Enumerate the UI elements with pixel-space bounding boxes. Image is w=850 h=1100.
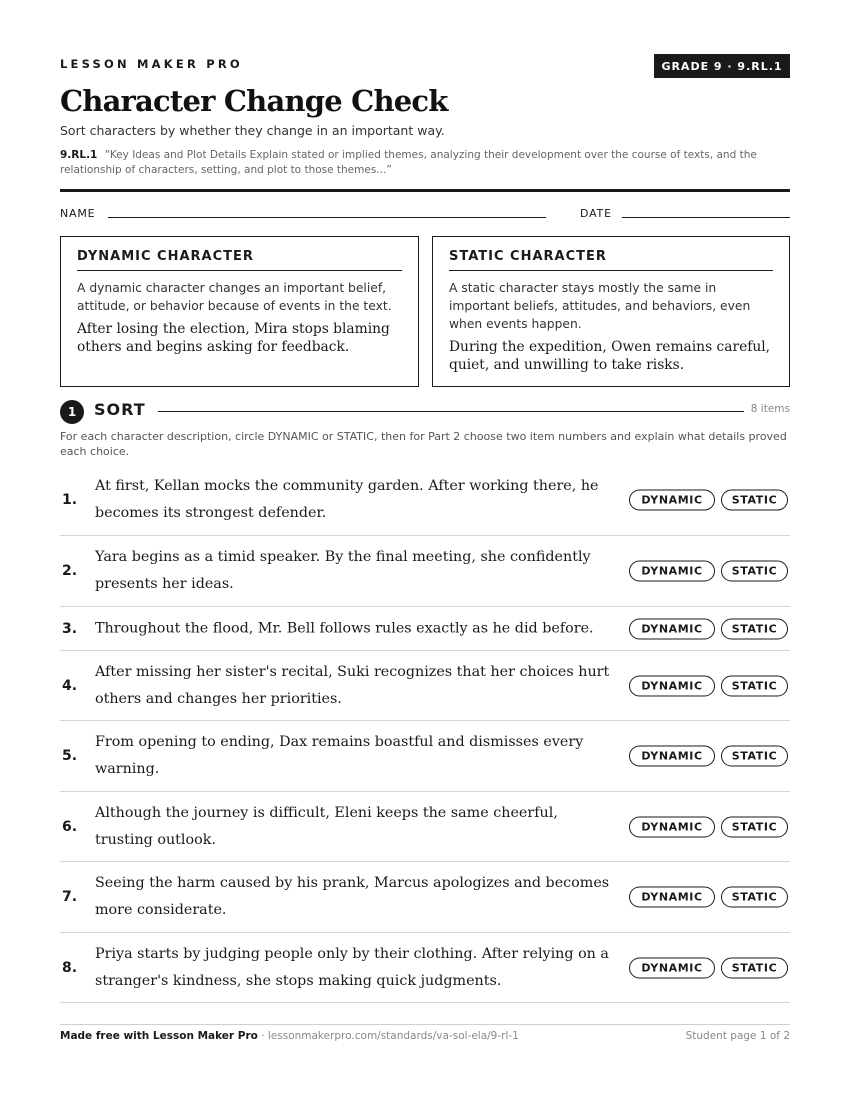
footer-page-number: Student page 1 of 2 <box>685 1030 790 1042</box>
list-item <box>60 862 790 933</box>
item-text: Priya starts by judging people only by their clothing. After relying on a stranger's kindness, she stops making quick judgments. <box>95 945 609 989</box>
items-list <box>60 465 790 1003</box>
page-subtitle: Sort characters by whether they change in an important way. <box>60 123 445 138</box>
standard-note <box>60 148 790 178</box>
date-label: DATE <box>580 207 612 220</box>
list-item <box>60 607 790 651</box>
footer-divider <box>60 1024 790 1025</box>
choice-group <box>629 675 788 696</box>
dynamic-choice-button[interactable]: DYNAMIC <box>629 561 715 582</box>
name-date-row <box>60 205 790 221</box>
standard-text: “Key Ideas and Plot Details Explain stated or implied themes, analyzing their development over the course of texts, and the relationship of characters, setting, and plot to those themes...” <box>60 149 757 176</box>
item-number: 8. <box>62 959 78 976</box>
name-field[interactable] <box>108 217 546 218</box>
static-heading: STATIC CHARACTER <box>449 249 773 271</box>
static-choice-button[interactable]: STATIC <box>721 957 788 978</box>
choice-group <box>629 746 788 767</box>
section-item-count: 8 items <box>750 403 790 415</box>
static-choice-button[interactable]: STATIC <box>721 887 788 908</box>
dynamic-description: A dynamic character changes an important belief, attitude, or behavior because of events in the text. <box>77 281 392 313</box>
choice-group <box>629 618 788 639</box>
section-divider <box>158 411 744 412</box>
list-item <box>60 792 790 862</box>
choice-group <box>629 561 788 582</box>
brand-name: LESSON MAKER PRO <box>60 57 243 71</box>
list-item <box>60 651 790 721</box>
static-choice-button[interactable]: STATIC <box>721 618 788 639</box>
item-text: Throughout the flood, Mr. Bell follows rules exactly as he did before. <box>95 620 594 636</box>
header-divider <box>60 189 790 192</box>
item-text: From opening to ending, Dax remains boastful and dismisses every warning. <box>95 734 584 777</box>
grade-badge: GRADE 9 · 9.RL.1 <box>654 54 790 78</box>
footer-credit <box>60 1030 519 1042</box>
item-number: 2. <box>62 563 78 579</box>
static-choice-button[interactable]: STATIC <box>721 561 788 582</box>
dynamic-example: After losing the election, Mira stops blaming others and begins asking for feedback. <box>77 321 390 355</box>
item-text: Although the journey is difficult, Eleni keeps the same cheerful, trusting outlook. <box>95 804 558 848</box>
item-text: After missing her sister's recital, Suki recognizes that her choices hurt others and changes her priorities. <box>95 663 610 707</box>
dynamic-choice-button[interactable]: DYNAMIC <box>629 618 715 639</box>
dynamic-choice-button[interactable]: DYNAMIC <box>629 490 715 511</box>
choice-group <box>629 490 788 511</box>
item-number: 6. <box>62 818 78 835</box>
static-example: During the expedition, Owen remains careful, quiet, and unwilling to take risks. <box>449 339 771 373</box>
choice-group <box>629 816 788 837</box>
list-item <box>60 933 790 1003</box>
static-definition-box <box>432 236 790 387</box>
static-description: A static character stays mostly the same in important beliefs, attitudes, and behaviors, even when events happen. <box>449 281 751 331</box>
item-number: 1. <box>62 492 78 508</box>
static-choice-button[interactable]: STATIC <box>721 675 788 696</box>
static-choice-button[interactable]: STATIC <box>721 816 788 837</box>
item-number: 3. <box>62 620 78 637</box>
item-text: Yara begins as a timid speaker. By the final meeting, she confidently presents her ideas. <box>95 549 591 592</box>
footer-url[interactable]: · lessonmakerpro.com/standards/va-sol-ela/9-rl-1 <box>257 1030 519 1042</box>
item-text: Seeing the harm caused by his prank, Marcus apologizes and becomes more considerate. <box>95 875 610 918</box>
dynamic-choice-button[interactable]: DYNAMIC <box>629 746 715 767</box>
static-choice-button[interactable]: STATIC <box>721 490 788 511</box>
dynamic-choice-button[interactable]: DYNAMIC <box>629 675 715 696</box>
choice-group <box>629 887 788 908</box>
item-number: 5. <box>62 748 78 764</box>
list-item <box>60 465 790 536</box>
date-field[interactable] <box>622 217 790 218</box>
choice-group <box>629 957 788 978</box>
dynamic-definition-box <box>60 236 419 387</box>
list-item <box>60 536 790 607</box>
page-title: Character Change Check <box>60 84 448 118</box>
dynamic-choice-button[interactable]: DYNAMIC <box>629 957 715 978</box>
standard-code: 9.RL.1 <box>60 149 98 161</box>
section-title: SORT <box>94 400 146 419</box>
name-label: NAME <box>60 207 96 220</box>
item-text: At first, Kellan mocks the community garden. After working there, he becomes its strongest defender. <box>95 478 599 521</box>
section-header <box>60 400 790 424</box>
static-choice-button[interactable]: STATIC <box>721 746 788 767</box>
worksheet-page <box>60 0 790 1100</box>
footer-made-with: Made free with Lesson Maker Pro <box>60 1030 258 1042</box>
dynamic-choice-button[interactable]: DYNAMIC <box>629 816 715 837</box>
section-instructions: For each character description, circle DYNAMIC or STATIC, then for Part 2 choose two item numbers and explain what details proved each choice. <box>60 430 787 458</box>
dynamic-choice-button[interactable]: DYNAMIC <box>629 887 715 908</box>
section-number-badge: 1 <box>60 400 84 424</box>
dynamic-heading: DYNAMIC CHARACTER <box>77 249 402 271</box>
list-item <box>60 721 790 792</box>
item-number: 7. <box>62 889 78 905</box>
item-number: 4. <box>62 677 78 694</box>
